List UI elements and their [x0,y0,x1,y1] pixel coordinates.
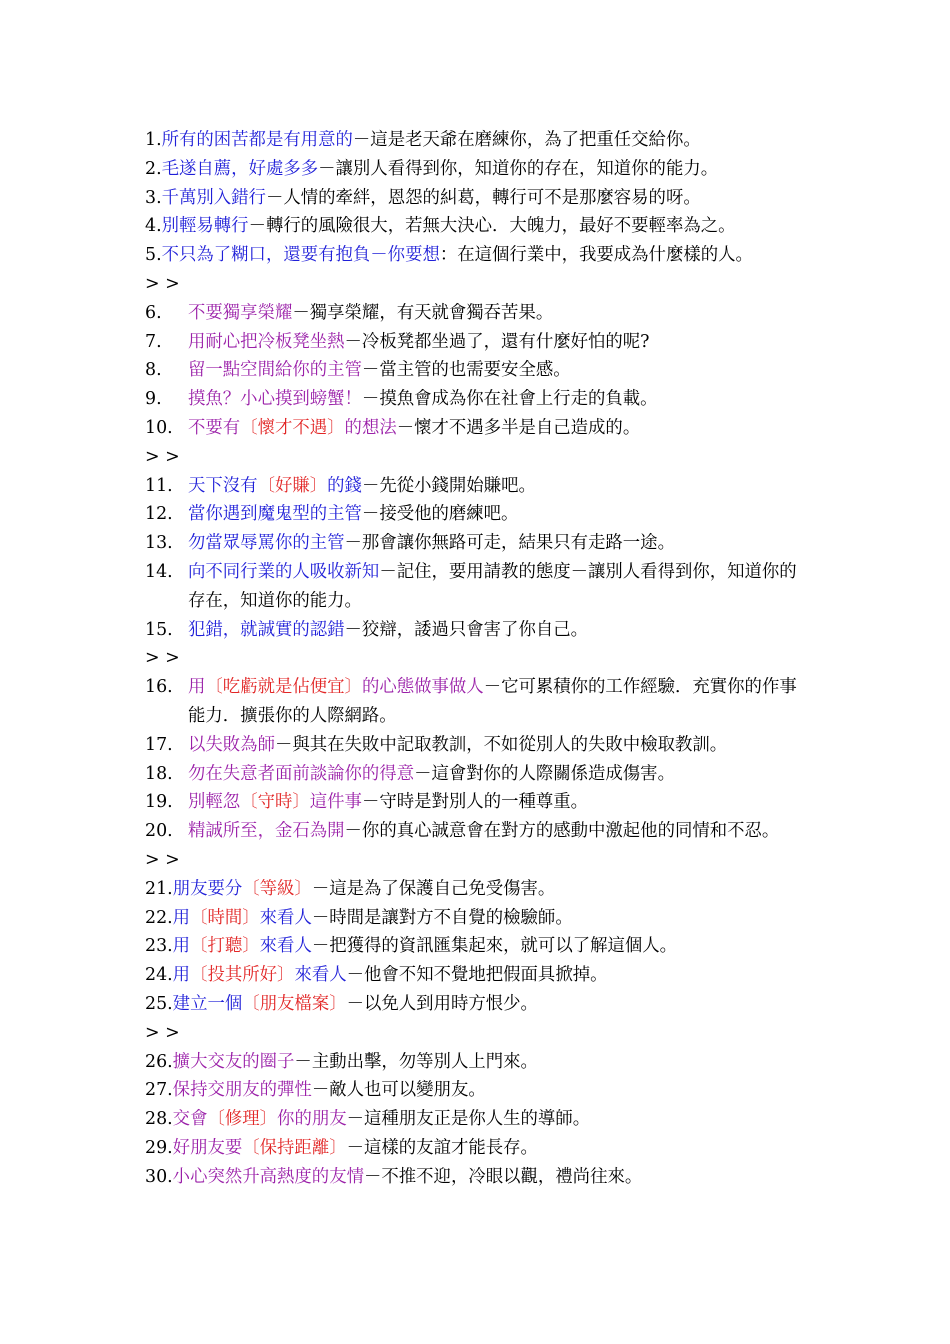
item-heading-segment: 擴大交友的圈子 [172,1051,295,1072]
list-item [145,184,810,213]
item-text [162,126,810,155]
item-text [162,184,810,213]
item-number: 16. [145,677,173,698]
list-item [145,328,810,357]
item-heading-segment: 向不同行業的人吸收新知 [188,561,380,582]
item-explanation: －這是老天爺在磨練你，為了把重任交給你。 [352,130,701,150]
item-text [173,1048,810,1077]
list-item [145,1134,810,1163]
item-text [188,760,810,789]
item-explanation: －守時是對別人的一種尊重。 [361,792,589,813]
item-heading-segment: 這件事 [309,792,362,813]
item-number: 20. [145,821,173,842]
item-heading-segment: 的心態做事做人 [361,677,484,698]
item-text [188,328,810,357]
item-text [173,1134,810,1163]
section-separator: > > [145,273,180,294]
item-heading-segment: 以失敗為師 [188,734,275,755]
item-heading-segment: 毛遂自薦，好處多多 [161,158,319,179]
item-text [188,817,810,846]
item-explanation: －主動出擊，勿等別人上門來。 [294,1051,538,1072]
item-number: 22. [145,907,173,928]
list-item [145,731,810,760]
item-heading-segment: 摸魚？小心摸到螃蟹！ [188,389,362,410]
list-item [145,241,810,270]
item-text [173,990,810,1019]
item-heading-segment: 來看人 [294,965,347,986]
item-number: 19. [145,792,173,813]
item-explanation: －敵人也可以變朋友。 [311,1080,486,1101]
section-separator: > > [145,1022,180,1043]
item-heading-segment: 千萬別入錯行 [161,187,266,208]
item-number: 12. [145,504,173,525]
item-text [188,500,810,529]
item-heading-segment: 的想法 [344,417,397,438]
item-text [188,788,810,817]
list-item [145,126,810,155]
item-number: 2. [145,158,162,179]
item-explanation: －它可累積你的工作經驗．充實你的作事能力．擴張你的人際網路。 [188,677,797,726]
item-heading-segment: 小心突然升高熱度的友情 [172,1166,364,1187]
item-explanation: －與其在失敗中記取教訓，不如從別人的失敗中檢取教訓。 [274,734,728,755]
item-number: 26. [145,1051,173,1072]
item-heading-segment: 精誠所至，金石為開 [188,821,345,842]
item-number: 27. [145,1080,173,1101]
item-number: 5. [145,245,162,266]
list-item [145,990,810,1019]
item-text [188,385,810,414]
item-heading-segment: 〔懷才不遇〕 [240,417,345,438]
item-number: 9. [145,389,162,410]
item-heading-segment: 不要有 [188,417,241,438]
list-item [145,817,810,846]
item-explanation: －那會讓你無路可走，結果只有走路一途。 [344,533,675,554]
item-explanation: ：在這個行業中，我要成為什麼樣的人。 [439,245,753,266]
item-number: 23. [145,936,173,957]
item-heading-segment: 來看人 [259,936,312,957]
item-heading-segment: 所有的困苦都是有用意的 [161,130,353,150]
item-number: 17. [145,734,173,755]
item-explanation: －時間是讓對方不自覺的檢驗師。 [311,907,573,928]
item-text [188,414,810,443]
item-explanation: －先從小錢開始賺吧。 [361,475,536,496]
item-heading-segment: 〔吃虧就是佔便宜〕 [205,677,362,698]
item-text [188,673,810,731]
item-heading-segment: 〔保持距離〕 [242,1137,347,1158]
item-heading-segment: 不要獨享榮耀 [188,302,293,323]
item-explanation: －他會不知不覺地把假面具掀掉。 [346,965,608,986]
item-number: 6. [145,302,162,323]
item-explanation: －你的真心誠意會在對方的感動中激起他的同情和不忍。 [344,821,780,842]
item-explanation: －轉行的風險很大，若無大決心．大魄力，最好不要輕率為之。 [248,216,736,237]
item-heading-segment: 你的朋友 [277,1109,347,1130]
item-number: 21. [145,878,173,899]
list-item [145,904,810,933]
item-text [173,1163,810,1192]
item-text [162,241,810,270]
item-explanation: －以免人到用時方恨少。 [346,993,538,1014]
list-item [145,961,810,990]
item-heading-segment: 用 [172,965,191,986]
list-item [145,788,810,817]
item-explanation: －獨享榮耀，有天就會獨吞苦果。 [292,302,554,323]
list-item [145,212,810,241]
item-heading-segment: 〔朋友檔案〕 [242,993,347,1014]
list-item [145,1105,810,1134]
item-explanation: －摸魚會成為你在社會上行走的負載。 [361,389,658,410]
list-item [145,356,810,385]
item-explanation: －接受他的磨練吧。 [361,504,519,525]
item-heading-segment: 〔等級〕 [242,878,312,899]
item-number: 15. [145,619,173,640]
item-heading-segment: 勿在失意者面前談論你的得意 [188,763,415,784]
list-item [145,529,810,558]
item-number: 25. [145,993,173,1014]
item-number: 8. [145,360,162,381]
item-heading-segment: 當你遇到魔鬼型的主管 [188,504,362,525]
item-number: 13. [145,533,173,554]
item-heading-segment: 〔守時〕 [240,792,310,813]
item-number: 1. [145,130,162,150]
list-item [145,1048,810,1077]
item-number: 14. [145,561,173,582]
item-heading-segment: 勿當眾辱罵你的主管 [188,533,345,554]
item-text [188,299,810,328]
item-heading-segment: 別輕忽 [188,792,241,813]
list-item [145,414,810,443]
list-item [145,616,810,645]
item-heading-segment: 〔投其所好〕 [190,965,295,986]
item-explanation: －狡辯，諉過只會害了你自己。 [344,619,589,640]
item-text [173,904,810,933]
item-explanation: －這種朋友正是你人生的導師。 [346,1109,591,1130]
list-item [145,472,810,501]
item-explanation: －這是為了保護自己免受傷害。 [311,878,556,899]
list-item [145,932,810,961]
item-text [188,558,810,616]
item-heading-segment: 建立一個 [172,993,243,1014]
list-item [145,155,810,184]
item-heading-segment: 〔打聽〕 [190,936,260,957]
item-number: 11. [145,475,173,496]
item-explanation: －懷才不遇多半是自己造成的。 [396,417,641,438]
list-item [145,760,810,789]
item-heading-segment: 朋友要分 [172,878,243,899]
item-explanation: －讓別人看得到你，知道你的存在，知道你的能力。 [318,158,719,179]
list-item [145,558,810,616]
item-explanation: －當主管的也需要安全感。 [361,360,571,381]
list-item [145,875,810,904]
item-number: 4. [145,216,162,237]
item-heading-segment: 用 [172,936,191,957]
list-item [145,385,810,414]
list-item [145,1163,810,1192]
item-heading-segment: 別輕易轉行 [161,216,249,237]
item-number: 18. [145,763,173,784]
item-heading-segment: 留一點空間給你的主管 [188,360,362,381]
item-explanation: －把獲得的資訊匯集起來，就可以了解這個人。 [311,936,678,957]
item-text [173,932,810,961]
item-text [173,961,810,990]
list-item [145,673,810,731]
item-text [188,529,810,558]
section-separator: > > [145,849,180,870]
item-heading-segment: 〔好賺〕 [257,475,328,496]
item-explanation: －冷板凳都坐過了，還有什麼好怕的呢? [344,331,650,352]
item-text [173,1105,810,1134]
item-heading-segment: 交會 [172,1109,208,1130]
item-heading-segment: 天下沒有 [188,475,258,496]
list-item [145,500,810,529]
section-separator: > > [145,446,180,467]
item-explanation: －這樣的友誼才能長存。 [346,1137,538,1158]
item-number: 30. [145,1166,173,1187]
item-number: 7. [145,331,162,352]
item-heading-segment: 犯錯，就誠實的認錯 [188,619,345,640]
item-text [173,875,810,904]
item-number: 29. [145,1137,173,1158]
item-explanation: －記住，要用請教的態度－讓別人看得到你，知道你的存在，知道你的能力。 [188,561,797,611]
item-text [173,1076,810,1105]
item-text [188,731,810,760]
item-heading-segment: 用 [188,677,206,698]
list-item [145,299,810,328]
document-page [145,126,810,1191]
item-heading-segment: 用耐心把冷板凳坐熱 [188,331,345,352]
item-text [162,212,810,241]
item-number: 3. [145,187,162,208]
item-explanation: －人情的牽絆，恩怨的糾葛，轉行可不是那麼容易的呀。 [265,187,701,208]
item-explanation: －這會對你的人際關係造成傷害。 [414,763,675,784]
item-heading-segment: 來看人 [259,907,312,928]
item-number: 24. [145,965,173,986]
item-text [188,616,810,645]
item-heading-segment: 用 [172,907,191,928]
item-number: 10. [145,417,173,438]
item-heading-segment: 好朋友要 [172,1137,243,1158]
item-text [188,356,810,385]
list-item [145,1076,810,1105]
item-text [162,155,810,184]
item-heading-segment: 〔時間〕 [190,907,260,928]
section-separator: > > [145,648,180,669]
item-heading-segment: 的錢 [327,475,362,496]
item-number: 28. [145,1109,173,1130]
item-text [188,472,810,501]
item-heading-segment: 保持交朋友的彈性 [172,1080,312,1101]
item-heading-segment: 不只為了糊口，還要有抱負－你要想 [161,245,440,266]
item-explanation: －不推不迎，冷眼以觀，禮尚往來。 [363,1166,643,1187]
item-heading-segment: 〔修理〕 [207,1109,278,1130]
